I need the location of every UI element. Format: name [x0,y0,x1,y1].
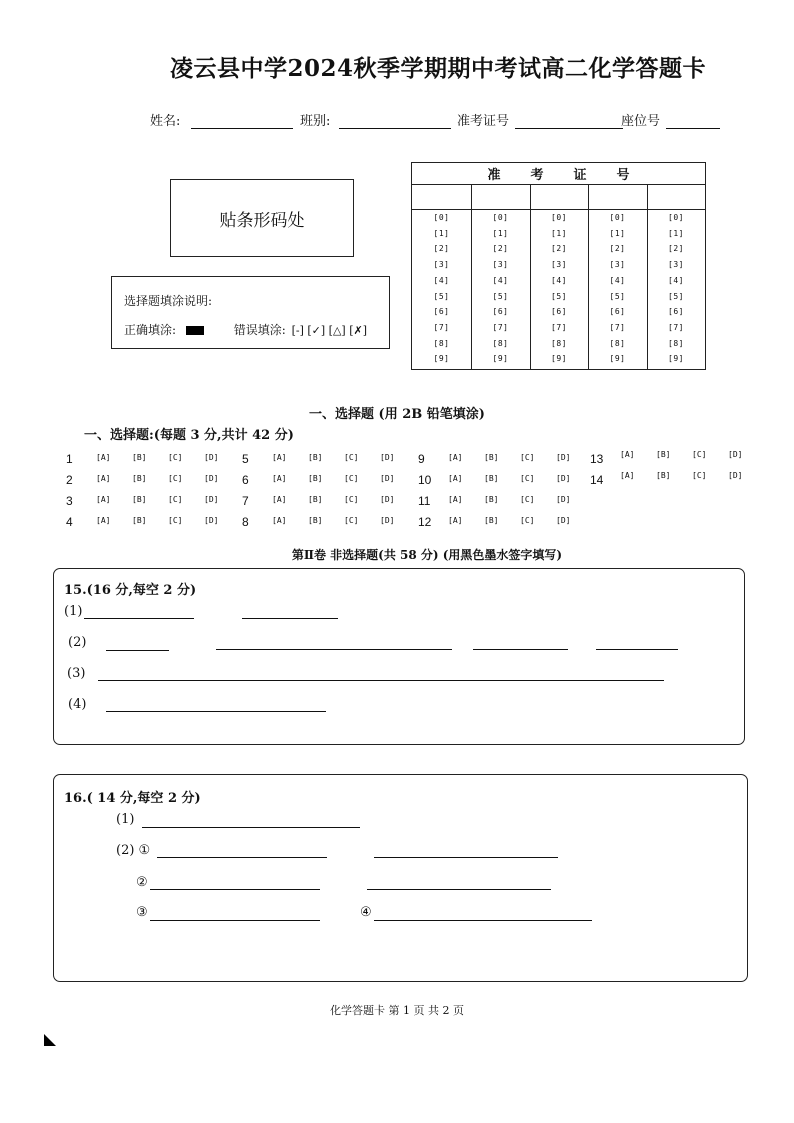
mc-option-bubble[interactable]: [C] [520,516,535,525]
mc-option-bubble[interactable]: [A] [448,453,463,462]
mc-option-bubble[interactable]: [B] [132,516,147,525]
q16-label-1: (1) [116,812,135,827]
q15-2-blank-c[interactable] [473,649,568,650]
exam-id-bubble[interactable]: [6] [492,307,509,317]
seat-label: 座位号 [621,114,661,129]
q15-4-blank[interactable] [106,711,326,712]
exam-id-bubble[interactable]: [8] [609,338,626,348]
exam-id-bubble[interactable]: [2] [668,244,684,254]
mc-option-bubble[interactable]: [D] [728,471,743,480]
mc-question-number: 5 [242,452,249,466]
exam-id-bubble[interactable]: [9] [668,354,684,364]
class-field[interactable] [300,110,451,129]
mc-option-bubble[interactable]: [D] [204,474,219,483]
exam-id-column [588,185,648,369]
exam-id-column [412,185,472,369]
exam-id-bubble[interactable]: [8] [433,338,450,348]
mc-option-bubble[interactable]: [B] [308,495,323,504]
exam-id-bubble[interactable]: [7] [609,322,626,332]
exam-id-bubble[interactable]: [6] [551,307,567,317]
q16-label-2-1: (2) ① [116,843,151,858]
q15-2-blank-a[interactable] [106,650,169,651]
question-15-box [53,568,745,745]
mc-question-number: 8 [242,515,249,529]
exam-id-bubble[interactable]: [1] [668,228,684,238]
q16-2-4-blank[interactable] [374,920,592,921]
mc-question-number: 4 [66,515,73,529]
exam-id-bubble[interactable]: [7] [492,322,509,332]
page-title: 凌云县中学2024秋季学期期中考试高二化学答题卡 [170,55,707,82]
mc-option-bubble[interactable]: [A] [96,474,111,483]
mc-option-bubble[interactable]: [D] [380,474,395,483]
mc-question-number: 14 [590,473,604,487]
fill-instructions-row [124,321,367,338]
exam-no-blank[interactable] [515,114,623,129]
q16-label-2-4: ④ [360,905,372,920]
q16-2-1-blank[interactable] [157,857,327,858]
exam-id-write-cell[interactable] [530,185,588,210]
q16-label-2-2: ② [136,875,148,890]
exam-id-write-cell[interactable] [647,185,705,210]
exam-id-bubble[interactable]: [6] [609,307,626,317]
exam-id-bubble[interactable]: [4] [668,275,684,285]
mc-option-bubble[interactable]: [C] [520,453,535,462]
exam-id-bubble[interactable]: [7] [668,322,684,332]
q15-2-blank-b[interactable] [216,649,452,650]
mc-option-bubble[interactable]: [B] [132,495,147,504]
exam-id-bubble[interactable]: [0] [433,213,450,222]
mc-option-bubble[interactable]: [C] [344,474,359,483]
exam-id-bubble[interactable]: [9] [609,354,626,364]
mc-option-bubble[interactable]: [B] [308,474,323,483]
exam-id-bubble[interactable]: [5] [492,291,509,301]
exam-id-bubble[interactable]: [1] [492,228,509,238]
exam-id-bubble[interactable]: [4] [609,275,626,285]
exam-id-bubble[interactable]: [9] [433,354,450,364]
question-16-box [53,774,748,982]
mc-option-bubble[interactable]: [C] [520,495,535,504]
mc-option-bubble[interactable]: [B] [308,516,323,525]
fill-instructions [111,276,390,349]
mc-option-bubble[interactable]: [C] [692,471,707,480]
q16-label-2-3: ③ [136,905,148,920]
mc-option-bubble[interactable]: [A] [272,516,287,525]
exam-no-field[interactable] [457,110,623,129]
correct-fill-label: 正确填涂: [124,323,177,337]
exam-no-label: 准考证号 [457,114,510,129]
exam-id-write-cell[interactable] [471,185,530,210]
exam-id-write-cell[interactable] [412,185,471,210]
exam-id-bubble[interactable]: [3] [609,260,626,270]
exam-id-bubble[interactable]: [5] [551,291,567,301]
exam-id-bubble[interactable]: [6] [433,307,450,317]
question-15-header: 15.(16 分,每空 2 分) [64,583,197,598]
barcode-label: 贴条形码处 [219,210,305,231]
mc-question-number: 1 [66,452,73,466]
q16-2-3-blank[interactable] [150,920,320,921]
wrong-fill-samples: [-] [✓] [△] [✗] [291,324,368,337]
exam-id-bubble[interactable]: [4] [433,275,450,285]
exam-id-header: 准考证号 [412,163,705,185]
mc-question-number: 12 [418,515,432,529]
q15-label-3: (3) [67,666,86,681]
q16-2-1-blank-b[interactable] [374,857,558,858]
wrong-fill-label: 错误填涂: [233,323,286,337]
section1-subtitle: 一、选择题:(每题 3 分,共计 42 分) [84,428,294,443]
exam-id-bubble[interactable]: [0] [492,213,509,222]
mc-option-bubble[interactable]: [C] [344,453,359,462]
mc-option-bubble[interactable]: [D] [380,516,395,525]
mc-option-bubble[interactable]: [A] [448,474,463,483]
mc-option-bubble[interactable]: [A] [96,495,111,504]
mc-option-bubble[interactable]: [A] [272,453,287,462]
exam-id-bubble[interactable]: [8] [492,338,509,348]
exam-id-bubble[interactable]: [2] [609,244,626,254]
mc-option-bubble[interactable]: [C] [168,474,183,483]
exam-id-bubble[interactable]: [2] [551,244,567,254]
mc-option-bubble[interactable]: [D] [556,495,571,504]
exam-id-bubble[interactable]: [2] [433,244,450,254]
fill-instructions-title: 选择题填涂说明: [124,294,213,308]
mc-question-number: 9 [418,452,425,466]
mc-option-bubble[interactable]: [D] [556,453,571,462]
seat-blank[interactable] [666,114,720,129]
exam-id-column [471,185,531,369]
exam-id-bubble[interactable]: [1] [433,228,450,238]
mc-option-bubble[interactable]: [D] [380,453,395,462]
mc-option-bubble[interactable]: [B] [484,495,499,504]
mc-question-number: 6 [242,473,249,487]
mc-option-bubble[interactable]: [A] [96,516,111,525]
exam-id-bubble[interactable]: [7] [551,322,567,332]
exam-id-bubble[interactable]: [8] [668,338,684,348]
mc-option-bubble[interactable]: [C] [344,516,359,525]
exam-id-bubble[interactable]: [2] [492,244,509,254]
barcode-area [170,179,354,257]
exam-id-grid [411,162,706,370]
exam-id-bubble[interactable]: [5] [668,291,684,301]
q16-2-2-blank-b[interactable] [367,889,551,890]
exam-id-bubble[interactable]: [7] [433,322,450,332]
mc-option-bubble[interactable]: [D] [204,495,219,504]
exam-id-bubble[interactable]: [0] [609,213,626,222]
exam-id-column [530,185,589,369]
mc-option-bubble[interactable]: [A] [272,495,287,504]
exam-id-bubble[interactable]: [0] [551,213,567,222]
mc-option-bubble[interactable]: [A] [620,471,635,480]
name-label: 姓名: [150,114,181,129]
mc-option-bubble[interactable]: [A] [448,516,463,525]
exam-id-bubble[interactable]: [1] [551,228,567,238]
mc-question-number: 3 [66,494,73,508]
mc-option-bubble[interactable]: [B] [484,516,499,525]
exam-id-bubble[interactable]: [5] [609,291,626,301]
mc-option-bubble[interactable]: [B] [308,453,323,462]
class-label: 班别: [300,114,331,129]
mc-option-bubble[interactable]: [A] [96,453,111,462]
exam-id-bubble[interactable]: [9] [492,354,509,364]
mc-option-bubble[interactable]: [D] [728,450,743,459]
mc-option-bubble[interactable]: [C] [168,516,183,525]
mc-question-number: 2 [66,473,73,487]
q15-label-2: (2) [68,635,87,650]
exam-id-bubble[interactable]: [9] [551,354,567,364]
exam-id-bubble[interactable]: [1] [609,228,626,238]
q16-2-2-blank[interactable] [150,889,320,890]
mc-option-bubble[interactable]: [C] [168,453,183,462]
mc-question-number: 11 [418,494,431,508]
mc-option-bubble[interactable]: [B] [132,453,147,462]
mc-option-bubble[interactable]: [A] [620,450,635,459]
mc-option-bubble[interactable]: [A] [448,495,463,504]
mc-question-number: 7 [242,494,249,508]
exam-id-bubble[interactable]: [8] [551,338,567,348]
exam-id-bubble[interactable]: [0] [668,213,684,222]
q15-1-blank-a[interactable] [84,618,194,619]
q15-3-blank[interactable] [98,680,664,681]
class-blank[interactable] [339,114,451,129]
q16-1-blank[interactable] [142,827,360,828]
seat-field[interactable] [621,110,720,129]
mc-question-number: 10 [418,473,432,487]
mc-option-bubble[interactable]: [D] [380,495,395,504]
section1-title: 一、选择题 (用 2B 铅笔填涂) [309,407,485,422]
q15-1-blank-b[interactable] [242,618,338,619]
exam-id-bubble[interactable]: [3] [492,260,509,270]
q15-2-blank-d[interactable] [596,649,678,650]
exam-id-write-cell[interactable] [588,185,647,210]
exam-id-column [647,185,705,369]
mc-option-bubble[interactable]: [D] [204,516,219,525]
name-blank[interactable] [191,114,293,129]
exam-id-bubble[interactable]: [5] [433,291,450,301]
mc-option-bubble[interactable]: [D] [556,474,571,483]
mc-option-bubble[interactable]: [A] [272,474,287,483]
mc-option-bubble[interactable]: [C] [692,450,707,459]
exam-id-bubble[interactable]: [4] [551,275,567,285]
mc-option-bubble[interactable]: [B] [484,453,499,462]
name-field[interactable] [150,110,293,129]
corner-mark [44,1034,56,1046]
question-16-header: 16.( 14 分,每空 2 分) [64,791,201,806]
exam-id-bubble[interactable]: [3] [668,260,684,270]
q15-label-1: (1) [64,604,83,619]
exam-id-bubble[interactable]: [3] [551,260,567,270]
section2-title: 第Ⅱ卷 非选择题(共 58 分) (用黑色墨水签字填写) [291,548,563,562]
mc-option-bubble[interactable]: [B] [132,474,147,483]
mc-option-bubble[interactable]: [C] [168,495,183,504]
mc-option-bubble[interactable]: [B] [656,471,671,480]
mc-option-bubble[interactable]: [C] [520,474,535,483]
exam-id-bubble[interactable]: [4] [492,275,509,285]
exam-id-bubble[interactable]: [6] [668,307,684,317]
mc-option-bubble[interactable]: [B] [484,474,499,483]
exam-id-bubble[interactable]: [3] [433,260,450,270]
mc-question-number: 13 [590,452,604,466]
mc-option-bubble[interactable]: [B] [656,450,671,459]
q15-label-4: (4) [68,697,87,712]
mc-option-bubble[interactable]: [D] [204,453,219,462]
mc-option-bubble[interactable]: [C] [344,495,359,504]
mc-option-bubble[interactable]: [D] [556,516,571,525]
correct-fill-sample [186,326,204,335]
page-footer: 化学答题卡 第 1 页 共 2 页 [330,1004,464,1017]
